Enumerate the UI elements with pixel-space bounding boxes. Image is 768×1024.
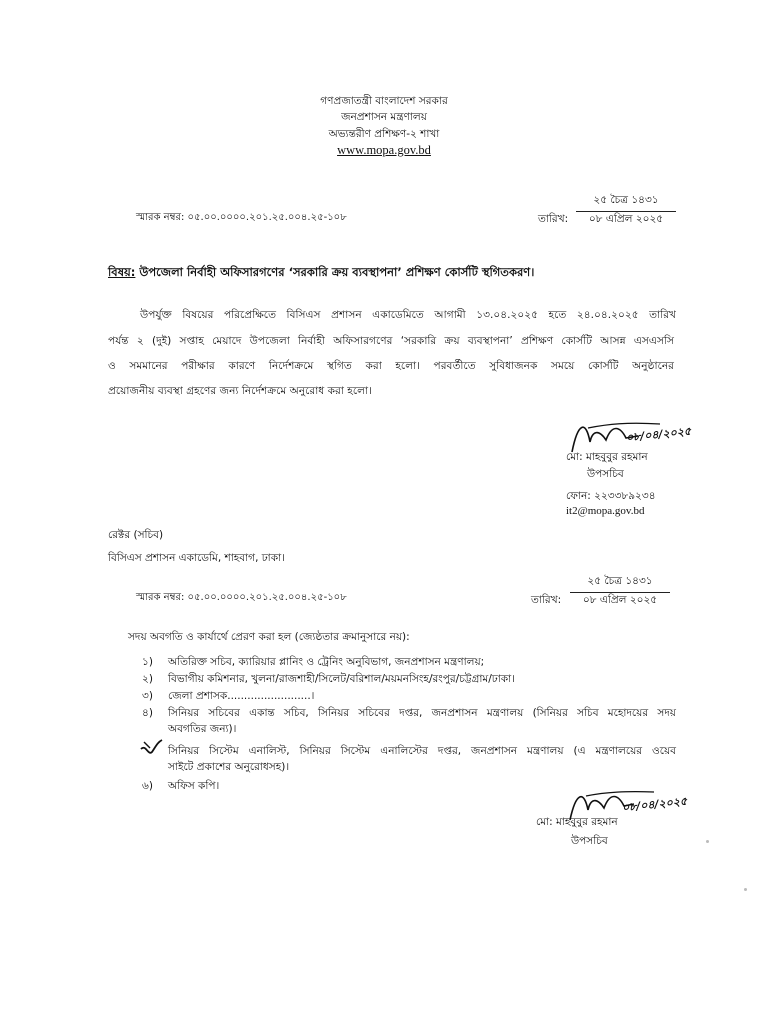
copy-intro: সদয় অবগতি ও কার্যার্থে প্রেরণ করা হল (জ্যেষ্ঠতার ক্রমানুসারে নয়):: [128, 631, 410, 643]
copy-item-4-text: সিনিয়র সচিবের একান্ত সচিব, সিনিয়র সচিবের দপ্তর, জনপ্রশাসন মন্ত্রণালয় (সিনিয়র সচিব মহোদয়ের সদয়: [168, 707, 676, 719]
signatory-designation: উপসচিব: [587, 468, 624, 480]
subject-text: উপজেলা নির্বাহী অফিসারগণের ‘সরকারি ক্রয় ব্যবস্থাপনা’ প্রশিক্ষণ কোর্সটি স্থগিতকরণ।: [135, 265, 535, 279]
copy-item-6-number: ৬): [142, 780, 153, 792]
tick-mark-icon: [138, 736, 164, 760]
signatory-email[interactable]: it2@mopa.gov.bd: [566, 505, 645, 517]
copy-item-3-number: ৩): [142, 690, 153, 702]
govt-name: গণপ্রজাতন্ত্রী বাংলাদেশ সরকার: [320, 95, 448, 107]
memo-ref-number: স্মারক নম্বর: ০৫.০০.০০০০.২০১.২৫.০০৪.২৫-১০৮: [136, 212, 347, 223]
signatory-2-name: মো: মাহবুবুর রহমান: [536, 816, 618, 828]
memo2-date-gregorian: ০৮ এপ্রিল ২০২৫: [582, 594, 658, 606]
copy-item-5-text-cont: সাইটে প্রকাশের অনুরোধসহ)।: [168, 761, 290, 773]
body-line-1: উপর্যুক্ত বিষয়ের পরিপ্রেক্ষিতে বিসিএস প্রশাসন একাডেমিতে আগামী ১৩.০৪.২০২৫ হতে ২৪.০৪.২০২৫ তারিখ: [140, 309, 676, 321]
body-line-4: প্রয়োজনীয় ব্যবস্থা গ্রহণের জন্য নির্দেশক্রমে অনুরোধ করা হলো।: [108, 385, 372, 397]
copy-item-1-number: ১): [142, 656, 153, 668]
ministry-name: জনপ্রশাসন মন্ত্রণালয়: [341, 111, 427, 123]
branch-name: অভ্যন্তরীণ প্রশিক্ষণ-২ শাখা: [328, 128, 440, 140]
website-link[interactable]: www.mopa.gov.bd: [337, 143, 431, 157]
copy-item-3-text: জেলা প্রশাসক.........................।: [168, 690, 315, 702]
copy-item-4-number: ৪): [142, 707, 153, 719]
date-bangla: ২৫ চৈত্র ১৪৩১: [593, 194, 659, 206]
body-line-3: ও সমমানের পরীক্ষার কারণে নির্দেশক্রমে স্থগিত করা হলো। পরবর্তীতে সুবিধাজনক সময়ে কোর্সটি অনুষ্ঠানের: [108, 360, 674, 372]
signature-date: ০৮/০৪/২০২৫: [625, 424, 692, 445]
signature-2-date: ০৮/০৪/২০২৫: [621, 794, 688, 815]
subject-label: বিষয়:: [108, 265, 136, 279]
copy-item-6-text: অফিস কপি।: [168, 780, 220, 792]
recipient-title: রেক্টর (সচিব): [108, 529, 164, 541]
scan-speck: [744, 888, 747, 891]
signatory-phone: ফোন: ২২৩৩৮৯২৩৪: [566, 490, 656, 502]
copy-item-5-text: সিনিয়র সিস্টেম এনালিস্ট, সিনিয়র সিস্টেম এনালিস্টের দপ্তর, জনপ্রশাসন মন্ত্রণালয় (এ মন্ত্রণালয়ের ওয়েব: [168, 745, 676, 757]
copy-item-1-text: অতিরিক্ত সচিব, ক্যারিয়ার প্লানিং ও ট্রেনিং অনুবিভাগ, জনপ্রশাসন মন্ত্রণালয়;: [168, 656, 485, 668]
body-line-2: পর্যন্ত ২ (দুই) সপ্তাহ মেয়াদে উপজেলা নির্বাহী অফিসারগণের ‘সরকারি ক্রয় ব্যবস্থাপনা’ প্রশিক্ষণ কোর্সটি আসন্ন এসএসসি: [108, 335, 674, 347]
date-gregorian: ০৮ এপ্রিল ২০২৫: [588, 213, 664, 225]
copy-item-4-text-cont: অবগতির জন্য)।: [168, 723, 237, 735]
scan-speck: [706, 840, 709, 843]
memo2-date-bangla: ২৫ চৈত্র ১৪৩১: [587, 575, 653, 587]
signatory-2-designation: উপসচিব: [571, 835, 608, 847]
memo2-date-label: তারিখ:: [531, 594, 562, 606]
signatory-name: মো: মাহবুবুর রহমান: [566, 451, 648, 463]
copy-item-2-number: ২): [142, 673, 153, 685]
subject-line: [108, 264, 534, 283]
date-label: তারিখ:: [538, 213, 569, 225]
copy-item-2-text: বিভাগীয় কমিশনার, খুলনা/রাজশাহী/সিলেট/বরিশাল/ময়মনসিংহ/রংপুর/চট্টগ্রাম/ঢাকা।: [168, 673, 515, 685]
memo2-ref-number: স্মারক নম্বর: ০৫.০০.০০০০.২০১.২৫.০০৪.২৫-১০৮: [136, 592, 347, 603]
recipient-address: বিসিএস প্রশাসন একাডেমি, শাহবাগ, ঢাকা।: [108, 552, 285, 564]
